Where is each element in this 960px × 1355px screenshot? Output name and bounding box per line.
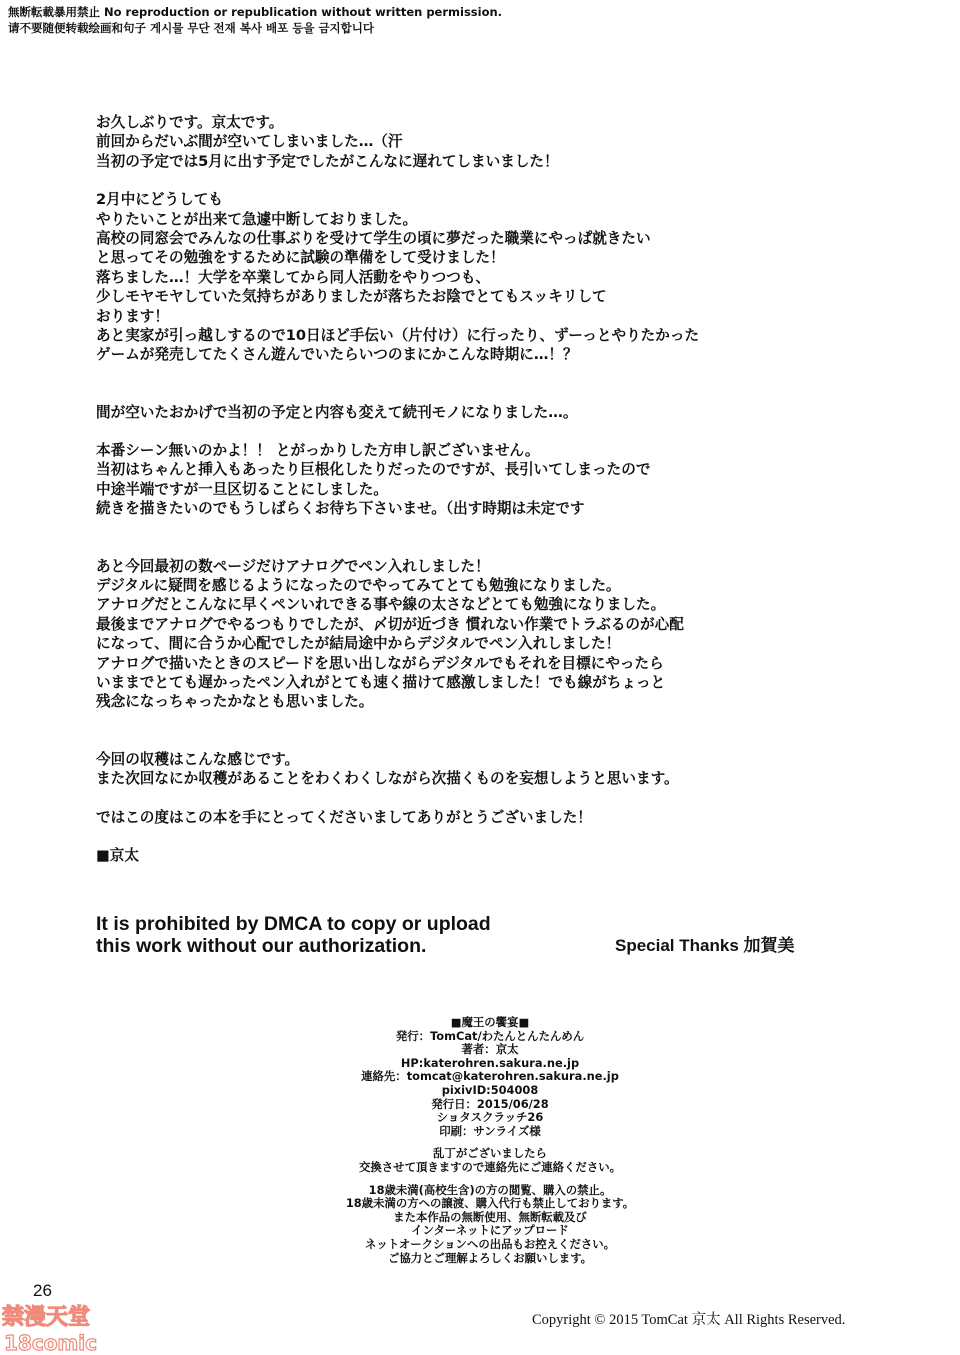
colophon-line: インターネットにアップロード [411, 1223, 569, 1238]
afterword [96, 113, 856, 865]
special-thanks: Special Thanks 加賀美 [615, 936, 795, 955]
colophon-line: また本作品の無断使用、無断転載及び [393, 1209, 587, 1224]
text-line: 間が空いたおかげで当初の予定と内容も変えて続刊モノになりました…。 [96, 403, 578, 421]
dmca-line: this work without our authorization. [96, 935, 427, 957]
text-line: と思ってその勉強をするために試験の準備をして受けました！ [96, 249, 505, 267]
text-line: 今回の収穫はこんな感じです。 [96, 750, 300, 768]
text-line: 落ちました…！大学を卒業してから同人活動をやりつつも、 [96, 268, 491, 286]
text-line: 本番シーン無いのかよ！！ とがっかりした方申し訳ございません。 [96, 442, 540, 460]
text-line: また次回なにか収穫があることをわくわくしながら次描くものを妄想しようと思います。 [96, 770, 679, 788]
text-line: 高校の同窓会でみんなの仕事ぶりを受けて学生の頃に夢だった職業にやっぱ就きたい [96, 229, 651, 247]
text-line: おります！ [96, 307, 169, 325]
colophon-line: 著者：京太 [461, 1042, 519, 1057]
paragraph [96, 808, 856, 827]
colophon-title: ■魔王の饗宴■ [450, 1015, 530, 1029]
text-line: 前回からだいぶ間が空いてしまいました…（汗 [96, 133, 403, 151]
paragraph [96, 403, 856, 422]
text-line: あと今回最初の数ページだけアナログでペン入れしました！ [96, 557, 490, 575]
paragraph [96, 113, 856, 171]
text-line: ではこの度はこの本を手にとってくださいましてありがとうございました！ [96, 808, 592, 826]
text-line: になって、間に合うか心配でしたが結局途中からデジタルでペン入れしました！ [96, 635, 621, 653]
text-line: お久しぶりです。京太です。 [96, 114, 284, 131]
colophon-line: 発行日：2015/06/28 [431, 1096, 549, 1111]
colophon-line: 18歳未満の方への譲渡、購入代行も禁止しております。 [345, 1196, 635, 1211]
text-line: いままでとても遅かったペン入れがとても速く描けて感激しました！でも線がちょっと [96, 673, 666, 691]
colophon-line: 18歳未満(高校生含)の方の閲覧、購入の禁止。 [368, 1182, 612, 1197]
dmca-notice [96, 913, 491, 957]
text-line: ■京太 [96, 846, 139, 864]
dmca-line: It is prohibited by DMCA to copy or upload [96, 913, 491, 935]
text-line: やりたいことが出来て急遽中断しておりました。 [96, 210, 418, 228]
text-line: デジタルに疑問を感じるようになったのでやってみてとても勉強になりました。 [96, 577, 621, 595]
paragraph [96, 190, 856, 365]
text-line: 最後までアナログでやるつもりでしたが、〆切が近づき 慣れない作業でトラぶるのが心配 [96, 615, 684, 633]
watermark-bottom: 18comic [4, 1331, 97, 1355]
colophon-line: ショタスクラッチ26 [436, 1110, 544, 1125]
colophon-line: 発行：TomCat/わたんとんたんめん [395, 1028, 585, 1043]
text-line: アナログだとこんなに早くペンいれできる事や線の太さなどとても勉強になりました。 [96, 596, 666, 614]
text-line: 少しモヤモヤしていた気持ちがありましたが落ちたお陰でとてもスッキリして [96, 288, 607, 306]
signature [96, 846, 856, 865]
text-line: 当初の予定では5月に出す予定でしたがこんなに遅れてしまいました！ [96, 152, 559, 170]
colophon-line: 乱丁がございましたら [433, 1146, 547, 1161]
page-number: 26 [33, 1281, 52, 1300]
notice-line: 無断転載暴用禁止 No reproduction or republication without written permission. [8, 5, 503, 19]
colophon-line: ネットオークションへの出品もお控えください。 [364, 1236, 616, 1251]
reproduction-notice [8, 4, 502, 36]
colophon-line: 印刷：サンライズ様 [439, 1123, 541, 1138]
notice-line: 请不要随便转载绘画和句子 게시물 무단 전재 복사 배포 등을 금지합니다 [8, 21, 374, 35]
text-line: 残念になっちゃったかなとも思いました。 [96, 693, 374, 711]
colophon-line: 連絡先：tomcat@katerohren.sakura.ne.jp [361, 1069, 619, 1084]
watermark-top: 禁漫天堂 [2, 1305, 91, 1330]
text-line: 中途半端ですが一旦区切ることにしました。 [96, 480, 388, 498]
colophon-line: 交換させて頂きますので連絡先にご連絡ください。 [359, 1159, 621, 1174]
text-line: アナログで描いたときのスピードを思い出しながらデジタルでもそれを目標にやったら [96, 654, 664, 672]
watermark-logo [0, 1300, 110, 1355]
text-line: 当初はちゃんと挿入もあったり巨根化したりだったのですが、長引いてしまったので [96, 461, 651, 479]
paragraph [96, 441, 856, 519]
colophon-line: HP:katerohren.sakura.ne.jp [400, 1055, 580, 1070]
text-line: 続きを描きたいのでもうしばらくお待ち下さいませ。（出す時期は未定です [96, 500, 585, 518]
colophon-line: ご協力とご理解よろしくお願いします。 [387, 1250, 593, 1265]
text-line: 2月中にどうしても [96, 191, 223, 209]
text-line: ゲームが発売してたくさん遊んでいたらいつのまにかこんな時期に…！？ [96, 346, 578, 364]
copyright: Copyright © 2015 TomCat 京太 All Rights Reserved. [532, 1312, 846, 1328]
paragraph [96, 557, 856, 712]
paragraph [96, 750, 856, 789]
colophon-line: pixivID:504008 [441, 1082, 539, 1097]
text-line: あと実家が引っ越しするので10日ほど手伝い（片付け）に行ったり、ずーっとやりたかった [96, 326, 700, 344]
colophon [300, 1016, 680, 1265]
